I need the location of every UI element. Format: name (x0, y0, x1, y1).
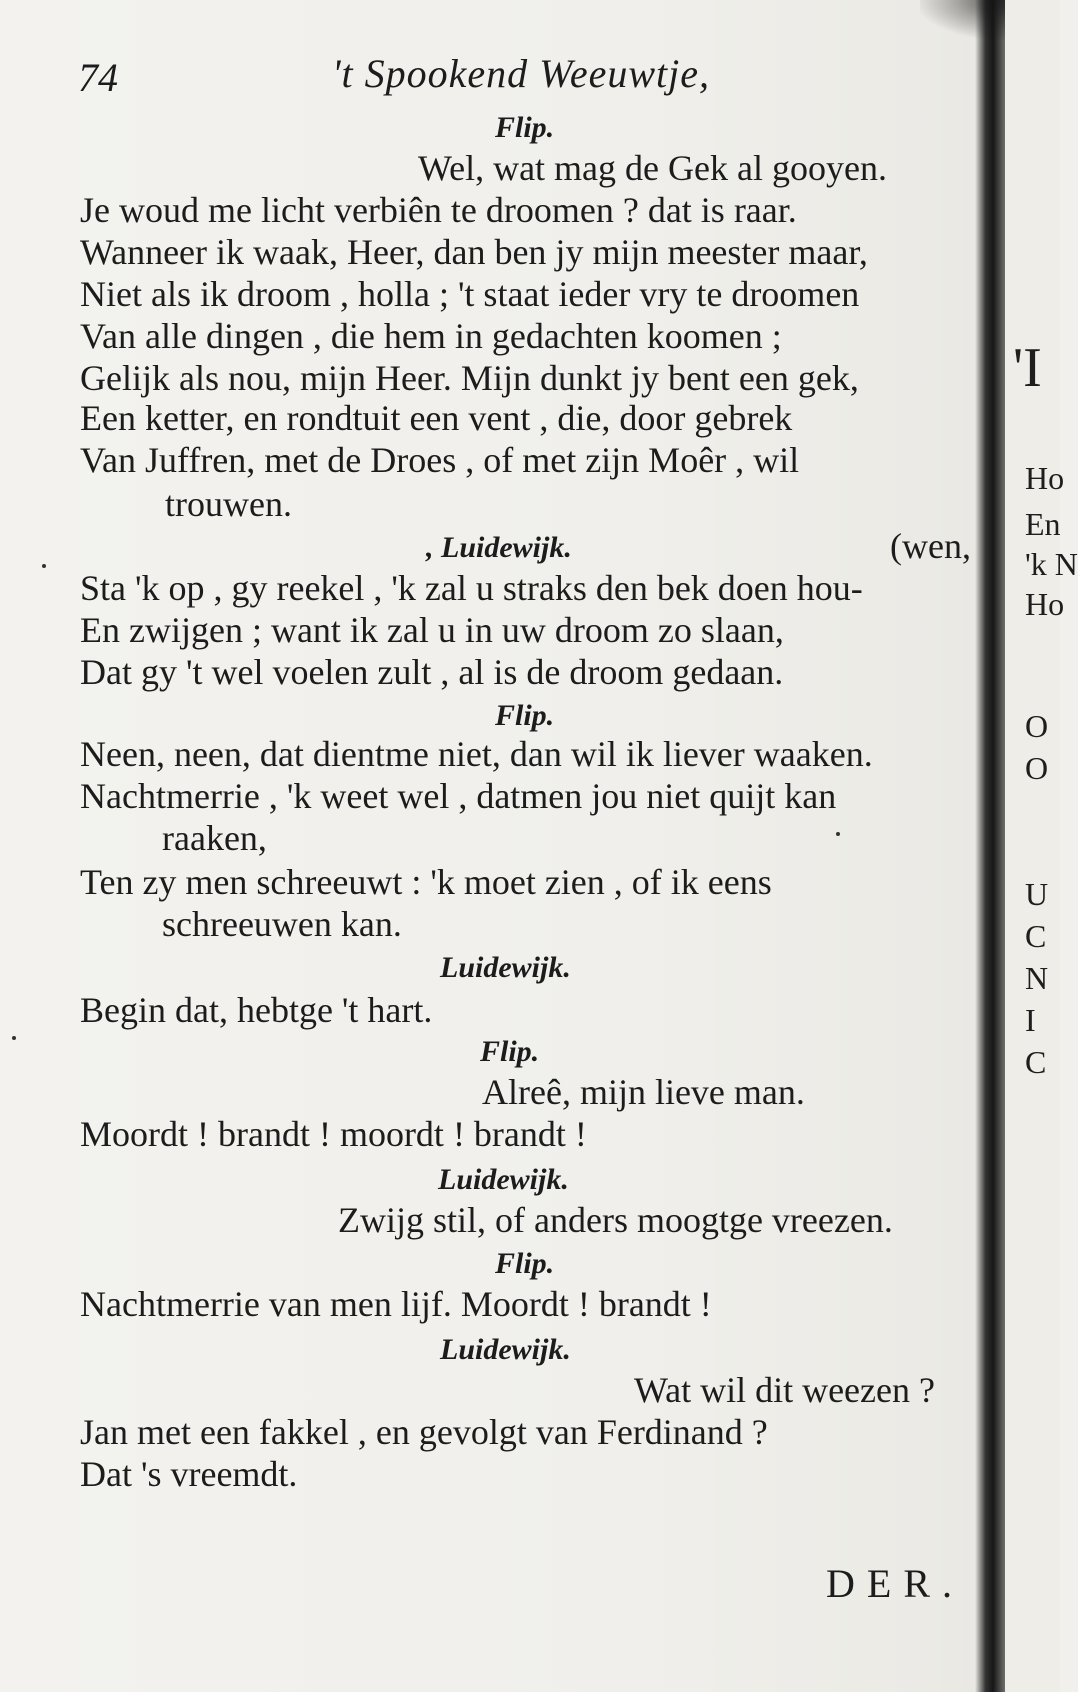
facing-page-fragment: En (1025, 506, 1061, 542)
facing-page-fragment: C (1025, 1044, 1047, 1080)
verse-line: Jan met een fakkel , en gevolgt van Ferdinand ? (80, 1412, 768, 1452)
speaker-name: Flip. (495, 111, 555, 144)
running-title: 't Spookend Weeuwtje, (332, 51, 710, 96)
verse-line: Van alle dingen , die hem in gedachten koomen ; (80, 316, 782, 356)
verse-line: Sta 'k op , gy reekel , 'k zal u straks den bek doen hou- (80, 568, 863, 608)
facing-page-fragment: N (1025, 960, 1049, 996)
speaker-name: Flip. (480, 1035, 540, 1068)
verse-line: Niet als ik droom , holla ; 't staat ieder vry te droomen (80, 274, 860, 314)
facing-page-fragment: Ho (1025, 586, 1065, 622)
verse-line-turnover: (wen, (890, 526, 971, 566)
verse-line: Alreê, mijn lieve man. (482, 1072, 805, 1112)
page-header (72, 40, 972, 100)
verse-line: Neen, neen, dat dientme niet, dan wil ik liever waaken. (80, 734, 873, 774)
verse-line: Een ketter, en rondtuit een vent , die, door gebrek (80, 398, 793, 438)
verse-line: Je woud me licht verbiên te droomen ? dat is raar. (80, 190, 797, 230)
facing-page-fragment: 'k N (1025, 546, 1078, 582)
speaker-name: Flip. (495, 699, 555, 732)
facing-page-fragment: O (1025, 708, 1049, 744)
verse-line: Begin dat, hebtge 't hart. (80, 990, 433, 1030)
verse-line: Dat gy 't wel voelen zult , al is de droom gedaan. (80, 652, 784, 692)
verse-line: Van Juffren, met de Droes , of met zijn Moêr , wil (80, 440, 800, 480)
verse-line: Dat 's vreemdt. (80, 1454, 298, 1494)
verse-line: En zwijgen ; want ik zal u in uw droom zo slaan, (80, 610, 784, 650)
ink-speck (42, 564, 46, 568)
facing-page-fragment: 'I (1013, 337, 1042, 399)
verse-line: raaken, (162, 818, 267, 858)
facing-page-fragment: Ho (1025, 460, 1065, 496)
facing-page-fragment: I (1025, 1002, 1036, 1038)
facing-page-fragment: C (1025, 918, 1047, 954)
ink-speck (12, 1036, 16, 1040)
speaker-name: Luidewijk. (440, 951, 571, 984)
catchword: DER. (826, 1561, 964, 1606)
binding-gutter (975, 0, 1005, 1692)
ink-speck (836, 832, 840, 836)
verse-line: Wel, wat mag de Gek al gooyen. (418, 148, 887, 188)
page-number: 74 (78, 55, 118, 100)
speaker-name: Luidewijk. (440, 1333, 571, 1366)
verse-line: Wanneer ik waak, Heer, dan ben jy mijn meester maar, (80, 232, 868, 272)
verse-line: Nachtmerrie , 'k weet wel , datmen jou niet quijt kan (80, 776, 837, 816)
speaker-name: Luidewijk. (438, 1163, 569, 1196)
facing-page-edge (1005, 0, 1078, 1692)
verse-line: Moordt ! brandt ! moordt ! brandt ! (80, 1114, 587, 1154)
verse-line: Nachtmerrie van men lijf. Moordt ! brandt ! (80, 1284, 712, 1324)
verse-line: trouwen. (165, 484, 292, 524)
verse-line: schreeuwen kan. (162, 904, 402, 944)
facing-page-fragment: U (1025, 876, 1049, 912)
speaker-name: , Luidewijk. (426, 531, 572, 564)
verse-line: Zwijg stil, of anders moogtge vreezen. (338, 1200, 893, 1240)
speaker-name: Flip. (495, 1247, 555, 1280)
facing-page-fragment: O (1025, 750, 1049, 786)
verse-line: Ten zy men schreeuwt : 'k moet zien , of ik eens (80, 862, 772, 902)
verse-line: Wat wil dit weezen ? (634, 1370, 935, 1410)
verse-line: Gelijk als nou, mijn Heer. Mijn dunkt jy bent een gek, (80, 358, 859, 398)
